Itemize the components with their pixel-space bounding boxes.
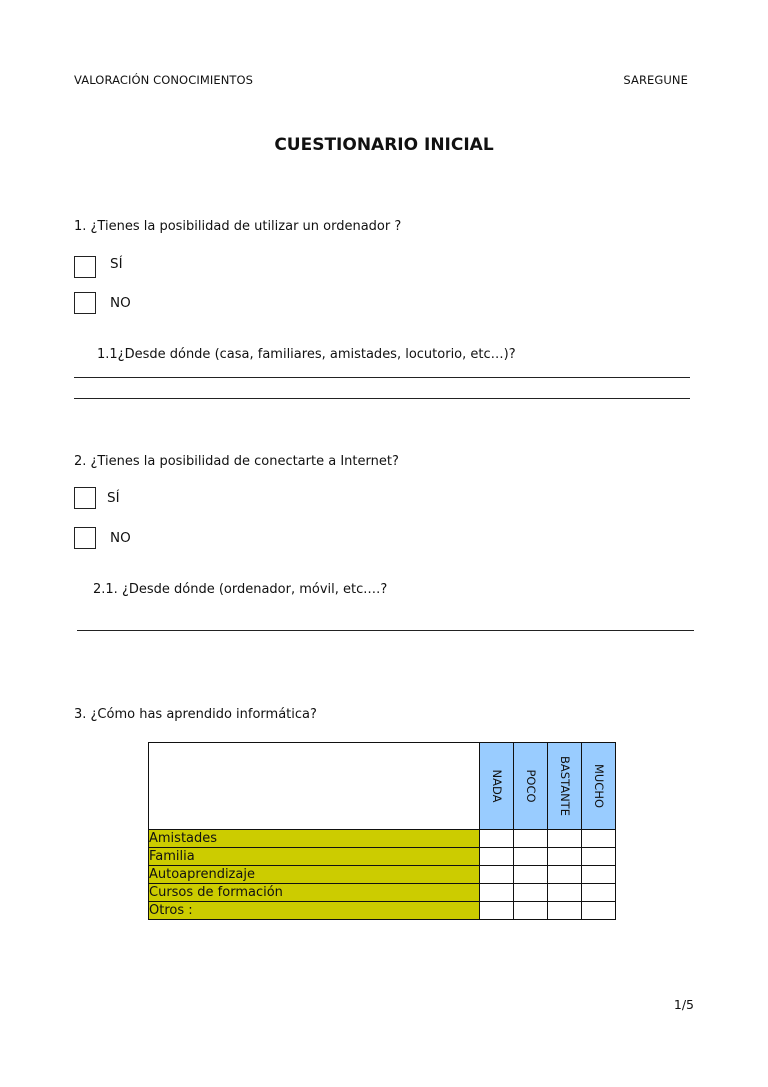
row-label: Otros : [149,902,480,920]
q1-no-checkbox[interactable] [74,292,96,314]
answer-cell[interactable] [548,866,582,884]
learning-table [148,742,616,920]
question-2: 2. ¿Tienes la posibilidad de conectarte a Internet? [74,454,399,469]
answer-cell[interactable] [582,884,616,902]
column-header-label: BASTANTE [557,756,572,816]
q2-no-label: NO [110,530,131,546]
answer-cell[interactable] [514,902,548,920]
q1-no-label: NO [110,295,131,311]
question-3: 3. ¿Cómo has aprendido informática? [74,707,317,722]
answer-cell[interactable] [582,866,616,884]
column-header-nada [480,743,514,830]
row-label: Autoaprendizaje [149,866,480,884]
answer-cell[interactable] [514,884,548,902]
table-row [149,848,616,866]
table-row [149,884,616,902]
q1-yes-label: SÍ [110,256,123,272]
answer-cell[interactable] [514,866,548,884]
page-number: 1/5 [673,997,694,1012]
q2-no-checkbox[interactable] [74,527,96,549]
answer-cell[interactable] [480,884,514,902]
table-row [149,902,616,920]
header-left: VALORACIÓN CONOCIMIENTOS [74,73,254,87]
question-1: 1. ¿Tienes la posibilidad de utilizar un ordenador ? [74,219,402,234]
answer-cell[interactable] [548,848,582,866]
table-corner-cell [149,743,480,830]
q2-yes-label: SÍ [107,490,120,506]
answer-cell[interactable] [548,902,582,920]
answer-cell[interactable] [582,848,616,866]
question-1-1: 1.1¿Desde dónde (casa, familiares, amistades, locutorio, etc…)? [97,347,516,362]
answer-cell[interactable] [480,902,514,920]
q2-answer-line[interactable] [77,630,694,631]
column-header-poco [514,743,548,830]
q1-yes-checkbox[interactable] [74,256,96,278]
table-row [149,830,616,848]
column-header-bastante [548,743,582,830]
q1-answer-line-2[interactable] [74,398,690,399]
page-title: CUESTIONARIO INICIAL [274,135,494,155]
column-header-label: MUCHO [591,763,606,809]
row-label: Amistades [149,830,480,848]
answer-cell[interactable] [548,884,582,902]
column-header-label: NADA [489,769,504,803]
answer-cell[interactable] [480,848,514,866]
answer-cell[interactable] [548,830,582,848]
row-label: Familia [149,848,480,866]
answer-cell[interactable] [480,830,514,848]
row-label: Cursos de formación [149,884,480,902]
table-row [149,866,616,884]
header-right: SAREGUNE [623,73,688,87]
answer-cell[interactable] [514,848,548,866]
question-2-1: 2.1. ¿Desde dónde (ordenador, móvil, etc.…? [93,582,388,597]
q2-yes-checkbox[interactable] [74,487,96,509]
column-header-mucho [582,743,616,830]
table-header-row [149,743,616,830]
answer-cell[interactable] [480,866,514,884]
column-header-label: POCO [523,769,538,803]
answer-cell[interactable] [582,830,616,848]
q1-answer-line-1[interactable] [74,377,690,378]
answer-cell[interactable] [514,830,548,848]
answer-cell[interactable] [582,902,616,920]
